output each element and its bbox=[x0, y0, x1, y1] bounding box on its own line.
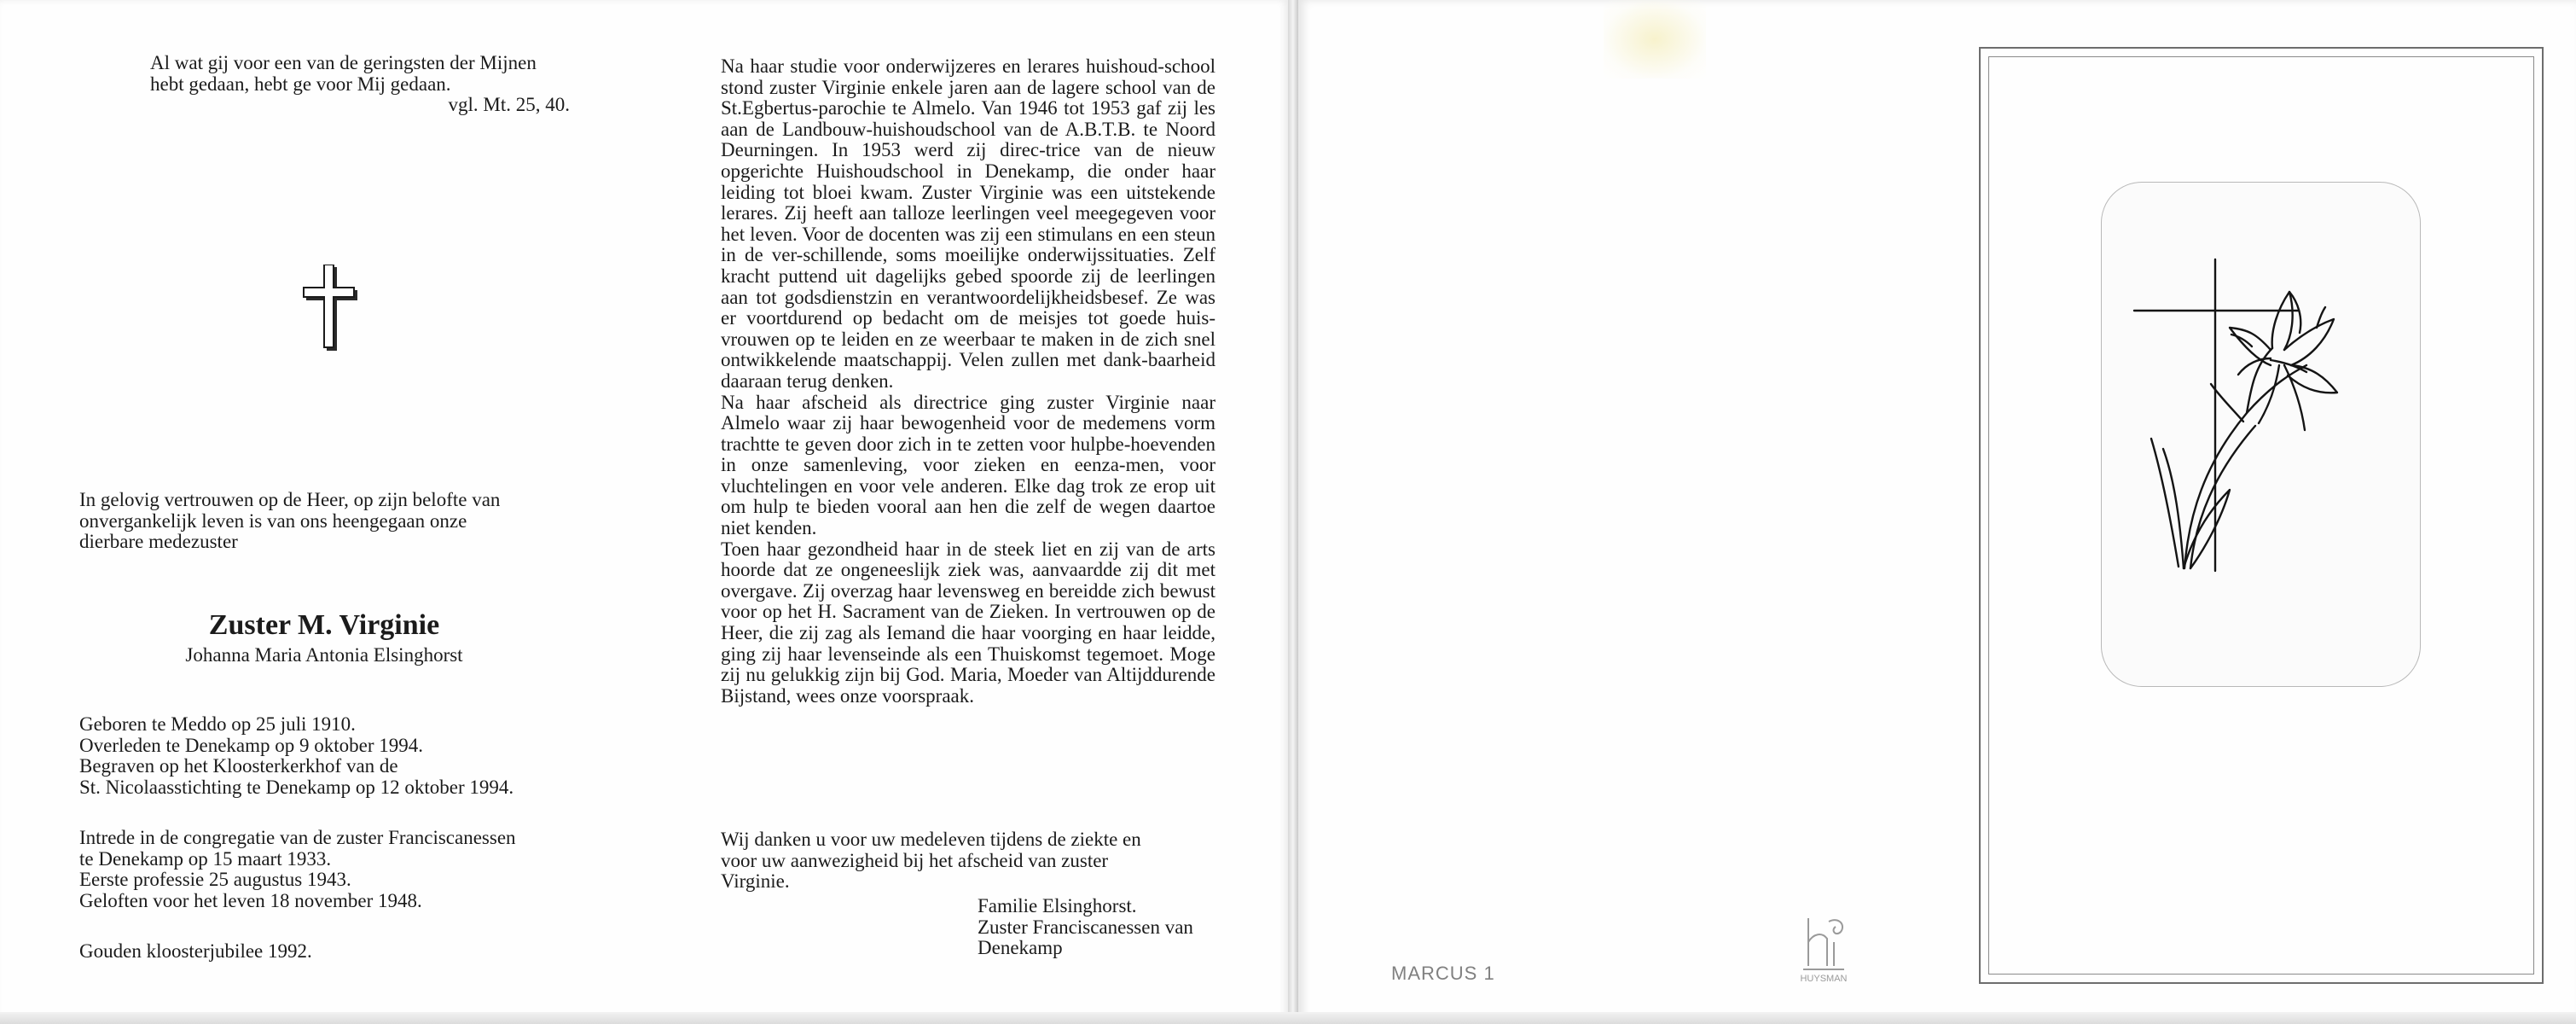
signature-line: Zuster Franciscanessen van bbox=[978, 916, 1193, 938]
biography-text bbox=[721, 56, 1215, 707]
life-fact-line: St. Nicolaasstichting te Denekamp op 12 oktober 1994. bbox=[79, 776, 514, 798]
verse-reference: vgl. Mt. 25, 40. bbox=[448, 94, 570, 116]
life-fact-line: Geboren te Meddo op 25 juli 1910. bbox=[79, 713, 356, 735]
life-fact-line: Begraven op het Kloosterkerkhof van de bbox=[79, 755, 398, 777]
intro-line: In gelovig vertrouwen op de Heer, op zijn belofte van bbox=[79, 489, 501, 510]
biography-paragraph: Na haar studie voor onderwijzeres en lerares huishoud-school stond zuster Virginie enkele jaren aan de lagere school van de St.Egbertus-parochie te Almelo. Van 1946 tot 1953 gaf zij les aan de Landbouw-huishoudschool van de A.B.T.B. te Noord Deurningen. In 1953 werd zij direc-trice van de nieuw opgerichte Huishoudschool in Denekamp, die onder haar leiding tot bloei kwam. Zuster Virginie was een uitstekende lerares. Zij heeft aan talloze leerlingen veel meegegeven voor het leven. Voor de docenten was zij een stimulans en een steun in de ver-schillende, soms moeilijke onderwijssituaties. Zelf kracht puttend uit dagelijks gebed spoorde zij de leerlingen aan tot godsdienstzin en verantwoordelijkheidsbesef. Ze was er voortdurend op bedacht om de meisjes tot goede huis-vrouwen op te leiden en ze weerbaar te maken in de zich snel ontwikkelende maatschappij. Velen zullen met dank-baarheid daaraan terug denken. bbox=[721, 55, 1215, 392]
tape-stain bbox=[1604, 0, 1706, 79]
cover-motif-card bbox=[2101, 182, 2421, 687]
thanks-line: voor uw aanwezigheid bij het afscheid van zuster bbox=[721, 849, 1109, 871]
thanks-text bbox=[721, 829, 1141, 893]
thanks-line: Wij danken u voor uw medeleven tijdens de ziekte en bbox=[721, 829, 1141, 850]
card-fold bbox=[1288, 0, 1298, 1024]
congregation-line: Eerste professie 25 augustus 1943. bbox=[79, 869, 351, 891]
signature-block bbox=[978, 896, 1193, 959]
cross-lily-icon bbox=[2102, 183, 2422, 688]
verse-line: hebt gedaan, hebt ge voor Mij gedaan. bbox=[150, 73, 451, 95]
full-name: Johanna Maria Antonia Elsinghorst bbox=[185, 644, 463, 666]
life-facts bbox=[79, 714, 513, 798]
intro-line: dierbare medezuster bbox=[79, 531, 238, 553]
deceased-name: Zuster M. Virginie bbox=[208, 609, 440, 641]
congregation-line: Geloften voor het leven 18 november 1948. bbox=[79, 889, 422, 911]
publisher-logo-icon bbox=[1796, 913, 1851, 993]
cross-icon bbox=[300, 265, 360, 353]
scan-edge bbox=[0, 1012, 2576, 1024]
biography-paragraph: Toen haar gezondheid haar in de steek liet en zij van de arts hoorde dat ze ongeneeslijk ziek was, aanvaardde zij dit met overgave. Zij overzag haar levensweg en bereidde zich bewust voor op het H. Sacrament van de Zieken. In vertrouwen op de Heer, die zij zag als Iemand die haar voorging en haar leidde, ging zij haar levenseinde als een Thuiskomst tegemoet. Moge zij nu gelukkig zijn bij God. Maria, Moeder van Altijddurende Bijstand, wees onze voorspraak. bbox=[721, 538, 1215, 707]
signature-line: Familie Elsinghorst. bbox=[978, 895, 1137, 916]
life-fact-line: Overleden te Denekamp op 9 oktober 1994. bbox=[79, 734, 424, 756]
congregation-facts bbox=[79, 828, 516, 911]
biography-paragraph: Na haar afscheid als directrice ging zuster Virginie naar Almelo waar zij haar bewogenheid voor de medemens vorm trachtte te geven door zich in te zetten voor hulpbe-hoevenden in onze samenleving, voor zieken en eenza-men, voor vluchtelingen en voor vele anderen. Elke dag trok ze erop uit om hulp te bieden vooral aan hen die zelf de wegen daartoe niet kenden. bbox=[721, 391, 1215, 539]
congregation-line: te Denekamp op 15 maart 1933. bbox=[79, 847, 332, 870]
verse-line: Al wat gij voor een van de geringsten der Mijnen bbox=[150, 52, 537, 73]
publisher-logo-text: HUYSMAN bbox=[1800, 974, 1848, 984]
bible-verse bbox=[150, 53, 570, 116]
jubilee-line: Gouden kloosterjubilee 1992. bbox=[79, 940, 312, 962]
thanks-line: Virginie. bbox=[721, 870, 790, 893]
signature-line: Denekamp bbox=[978, 937, 1063, 959]
series-label: MARCUS 1 bbox=[1391, 963, 1495, 984]
congregation-line: Intrede in de congregatie van de zuster Franciscanessen bbox=[79, 827, 516, 848]
intro-line: onvergankelijk leven is van ons heengegaan onze bbox=[79, 509, 467, 532]
intro-text bbox=[79, 490, 500, 553]
